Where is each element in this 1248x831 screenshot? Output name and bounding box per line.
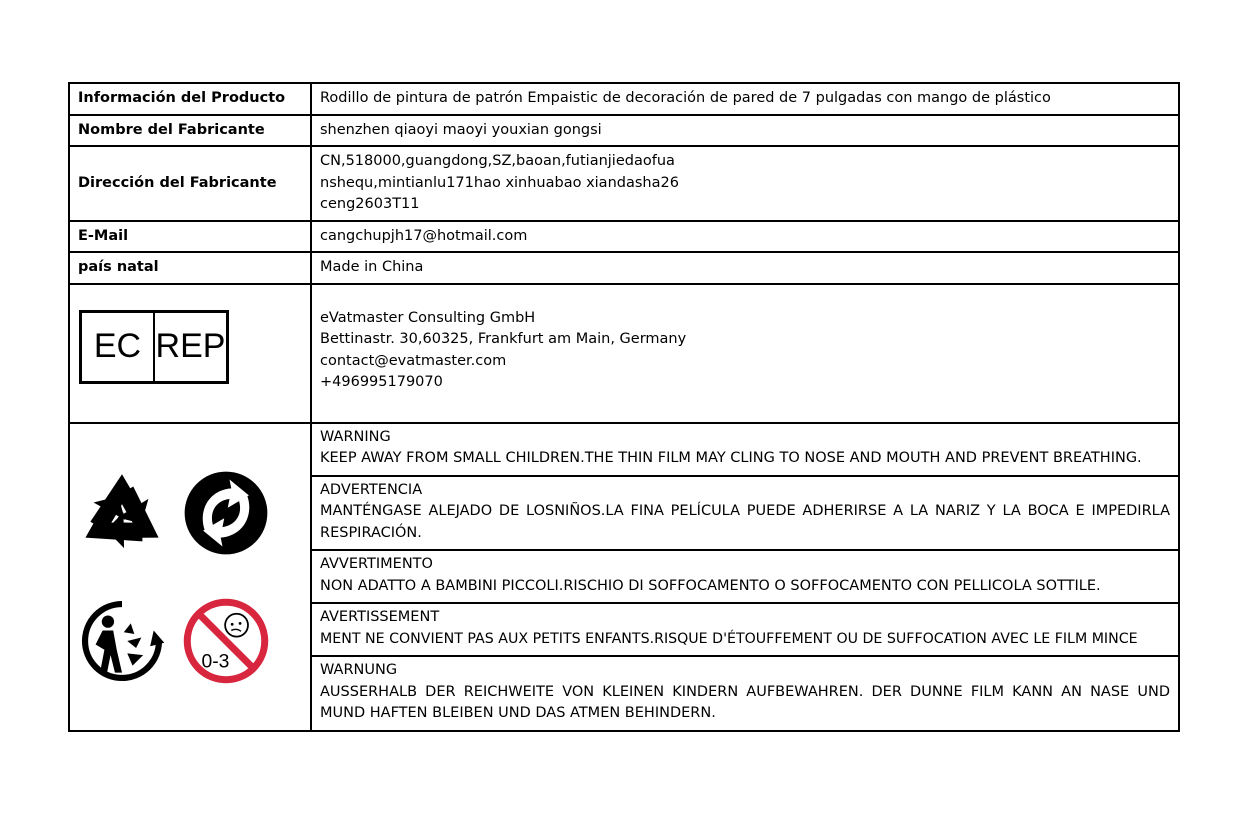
ec-rep-symbol-right: REP xyxy=(153,313,226,381)
age-label: 0-3 xyxy=(201,649,230,672)
warning-title: AVERTISSEMENT xyxy=(320,609,440,625)
address-line: nshequ,mintianlu171hao xinhuabao xiandasha26 xyxy=(320,174,679,191)
warning-title: WARNUNG xyxy=(320,662,398,678)
warning-en xyxy=(311,423,1179,476)
not-for-children-0-3-icon xyxy=(182,597,270,685)
country-of-origin-value: Made in China xyxy=(311,252,1179,284)
warning-de xyxy=(311,656,1179,731)
warning-title: ADVERTENCIA xyxy=(320,481,423,498)
warning-title: AVVERTIMENTO xyxy=(320,556,433,572)
table-row xyxy=(69,284,1179,423)
table-row xyxy=(69,221,1179,253)
address-line: ceng2603T11 xyxy=(320,196,420,212)
product-info-table xyxy=(68,82,1180,732)
email-value: cangchupjh17@hotmail.com xyxy=(311,221,1179,253)
recycle-icon xyxy=(78,469,166,557)
triman-icon xyxy=(78,597,166,685)
country-of-origin-label: país natal xyxy=(69,252,311,284)
warning-text: MENT NE CONVIENT PAS AUX PETITS ENFANTS.RISQUE D'ÉTOUFFEMENT OU DE SUFFOCATION AVEC LE FILM MINCE xyxy=(320,630,1138,647)
ec-rep-symbol-left: EC xyxy=(93,326,142,365)
warning-text: AUSSERHALB DER REICHWEITE VON KLEINEN KINDERN AUFBEWAHREN. DER DUNNE FILM KANN AN NASE UND MUND HAFTEN BLEIBEN UND DAS ATMEN BEHINDERN. xyxy=(320,683,1170,721)
warning-title: WARNING xyxy=(320,428,391,445)
table-row xyxy=(69,423,1179,476)
table-row xyxy=(69,252,1179,284)
symbols-cell xyxy=(69,423,311,731)
product-info-sheet xyxy=(68,82,1180,732)
warning-it xyxy=(311,550,1179,603)
ec-rep-line: +496995179070 xyxy=(320,374,443,390)
table-row xyxy=(69,146,1179,221)
product-info-value: Rodillo de pintura de patrón Empaistic de decoración de pared de 7 pulgadas con mango de plástico xyxy=(311,83,1179,115)
warning-text: KEEP AWAY FROM SMALL CHILDREN.THE THIN FILM MAY CLING TO NOSE AND MOUTH AND PREVENT BREATHING. xyxy=(320,450,1142,466)
warning-es xyxy=(311,476,1179,551)
manufacturer-name-label: Nombre del Fabricante xyxy=(69,115,311,147)
manufacturer-address-value xyxy=(311,146,1179,221)
warning-text: NON ADATTO A BAMBINI PICCOLI.RISCHIO DI SOFFOCAMENTO O SOFFOCAMENTO CON PELLICOLA SOTTILE. xyxy=(320,577,1101,594)
address-line: CN,518000,guangdong,SZ,baoan,futianjiedaofua xyxy=(320,153,675,169)
ec-rep-line: contact@evatmaster.com xyxy=(320,352,507,369)
ec-rep-address xyxy=(311,284,1179,423)
warning-fr xyxy=(311,603,1179,656)
product-info-label: Información del Producto xyxy=(69,83,311,115)
table-row xyxy=(69,115,1179,147)
ec-rep-symbol xyxy=(79,310,229,384)
ec-rep-line: Bettinastr. 30,60325, Frankfurt am Main, Germany xyxy=(320,331,687,347)
manufacturer-name-value: shenzhen qiaoyi maoyi youxian gongsi xyxy=(311,115,1179,147)
email-label: E-Mail xyxy=(69,221,311,253)
table-row xyxy=(69,83,1179,115)
warning-text: MANTÉNGASE ALEJADO DE LOSNIÑOS.LA FINA PELÍCULA PUEDE ADHERIRSE A LA NARIZ Y LA BOCA E IMPEDIRLA RESPIRACIÓN. xyxy=(320,503,1170,541)
ec-rep-line: eVatmaster Consulting GmbH xyxy=(320,309,536,326)
ec-rep-symbol-cell xyxy=(69,284,311,423)
manufacturer-address-label: Dirección del Fabricante xyxy=(69,146,311,221)
symbols-grid xyxy=(70,449,310,705)
green-dot-icon xyxy=(182,469,270,557)
